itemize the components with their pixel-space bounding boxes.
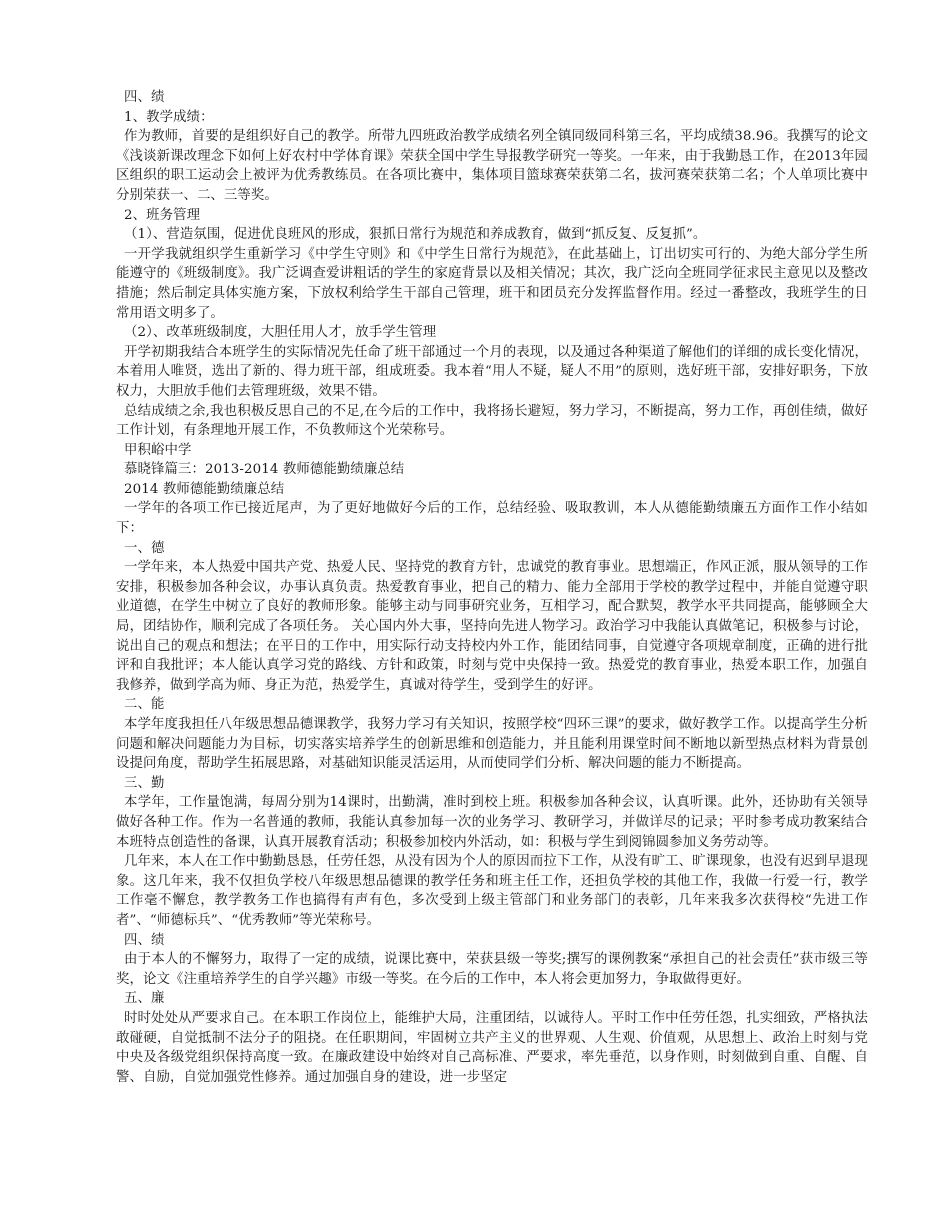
paragraph: 一学年来，本人热爱中国共产党、热爱人民、坚持党的教育方针，忠诚党的教育事业。思想端正，作风正派，服从领导的工作安排，积极参加各种会议，办事认真负责。热爱教育事业，把自己的精力、能力全部用于学校的教学过程中，并能自觉遵守职业道德，在学生中树立了良好的教师形象。能够主动与同事研究业务，互相学习，配合默契，教学水平共同提高，能够顾全大局，团结协作，顺利完成了各项任务。 关心国内外大事，坚持向先进人物学习。政治学习中我能认真做笔记，积极参与讨论，说出自己的观点和想法；在平日的工作中，用实际行动支持校内外工作，能团结同事，自觉遵守各项规章制度，正确的进行批评和自我批评；本人能认真学习党的路线、方针和政策，时刻与党中央保持一致。热爱党的教育事业，热爱本职工作，加强自我修养，做到学高为师、身正为范，热爱学生，真诚对待学生，受到学生的好评。 — [116, 560, 868, 693]
section-heading: 四、绩 — [124, 932, 165, 948]
part-heading: 慕晓锋篇三：2013-2014 教师德能勤绩廉总结 — [124, 462, 405, 478]
section-heading: 四、绩 — [124, 90, 165, 105]
paragraph: 一学年的各项工作已接近尾声，为了更好地做好今后的工作，总结经验、吸取教训，本人从德能勤绩廉五方面作工作小结如下： — [116, 501, 868, 537]
section-heading: 二、能 — [124, 697, 165, 713]
paragraph: 开学初期我结合本班学生的实际情况先任命了班干部通过一个月的表现，以及通过各种渠道了解他们的详细的成长变化情况，本着用人唯贤，选出了新的、得力班干部，组成班委。我本着“用人不疑，疑人不用”的原则，选好班干部，安排好职务，下放权力，大胆放手他们去管理班级，效果不错。 — [116, 344, 868, 399]
document-body — [116, 88, 868, 1087]
subsection-heading: 2、班务管理 — [124, 207, 201, 223]
section-heading: 一、德 — [124, 540, 165, 556]
paragraph: 本学年，工作量饱满，每周分别为14课时，出勤满，准时到校上班。积极参加各种会议，认真听课。此外，还协助有关领导做好各种工作。作为一名普通的教师，我能认真参加每一次的业务学习、教研学习，并做详尽的记录；平时参考成功教案结合本班特点创造性的备课，认真开展教育活动；积极参加校内外活动，如：积极与学生到阅锦圆参加义务劳动等。 — [116, 795, 868, 850]
paragraph: 几年来，本人在工作中勤勤恳恳，任劳任怨，从没有因为个人的原因而拉下工作，从没有旷工、旷课现象，也没有迟到早退现象。这几年来，我不仅担负学校八年级思想品德课的教学任务和班主任工作，还担负学校的其他工作，我做一行爱一行，教学工作毫不懈怠，教学教务工作也搞得有声有色，多次受到上级主管部门和业务部门的表彰，几年来我多次获得校“先进工作者”、“师德标兵”、“优秀教师”等光荣称号。 — [116, 854, 868, 928]
subsection-heading: （1）、营造氛围，促进优良班风的形成，狠抓日常行为规范和养成教育，做到“抓反复、反复抓”。 — [124, 227, 707, 243]
paragraph: 一开学我就组织学生重新学习《中学生守则》和《中学生日常行为规范》，在此基础上，订出切实可行的、为绝大部分学生所能遵守的《班级制度》。我广泛调查爱讲粗话的学生的家庭背景以及相关情况；其次，我广泛向全班同学征求民主意见以及整改措施；然后制定具体实施方案，下放权利给学生干部自己管理，班干和团员充分发挥监督作用。经过一番整改，我班学生的日常用语文明多了。 — [116, 246, 868, 321]
subsection-heading: 1、教学成绩： — [124, 109, 214, 125]
section-heading: 三、勤 — [124, 775, 165, 791]
paragraph: 本学年度我担任八年级思想品德课教学，我努力学习有关知识，按照学校“四环三课”的要求，做好教学工作。以提高学生分析问题和解决问题能力为目标，切实落实培养学生的创新思维和创造能力，并且能利用课堂时间不断地以新型热点材料为背景创设提问角度，帮助学生拓展思路，对基础知识能灵活运用，从而使同学们分析、解决问题的能力不断提高。 — [116, 717, 868, 772]
document-title: 2014 教师德能勤绩廉总结 — [124, 481, 285, 497]
subsection-heading: （2）、改革班级制度，大胆任用人才，放手学生管理 — [124, 325, 437, 341]
school-name: 甲积峪中学 — [124, 442, 192, 458]
paragraph: 时时处处从严要求自己。在本职工作岗位上，能维护大局，注重团结，以诚待人。平时工作中任劳任怨，扎实细致，严格执法敢碰硬，自觉抵制不法分子的阻挠。在任职期间，牢固树立共产主义的世界观、人生观、价值观，从思想上、政治上时刻与党中央及各级党组织保持高度一致。在廉政建设中始终对自己高标准、严要求，率先垂范，以身作则，时刻做到自重、自醒、自警、自励，自觉加强党性修养。通过加强自身的建设，进一步坚定 — [116, 1010, 868, 1085]
paragraph: 作为教师，首要的是组织好自己的教学。所带九四班政治教学成绩名列全镇同级同科第三名，平均成绩38.96。我撰写的论文《浅谈新课改理念下如何上好农村中学体育课》荣获全国中学生导报教学研究一等奖。一年来，由于我勤恳工作，在2013年园区组织的职工运动会上被评为优秀教练员。在各项比赛中，集体项目篮球赛荣获第二名，拔河赛荣获第二名；个人单项比赛中分别荣获一、二、三等奖。 — [116, 129, 868, 203]
paragraph: 总结成绩之余,我也积极反思自己的不足,在今后的工作中，我将扬长避短，努力学习，不断提高，努力工作，再创佳绩，做好工作计划，有条理地开展工作，不负教师这个光荣称号。 — [116, 403, 868, 439]
section-heading: 五、廉 — [124, 991, 165, 1007]
paragraph: 由于本人的不懈努力，取得了一定的成绩，说课比赛中，荣获县级一等奖;撰写的课例教案“承担自己的社会责任”获市级三等奖，论文《注重培养学生的自学兴趣》市级一等奖。在今后的工作中，本人将会更加努力，争取做得更好。 — [116, 952, 868, 987]
